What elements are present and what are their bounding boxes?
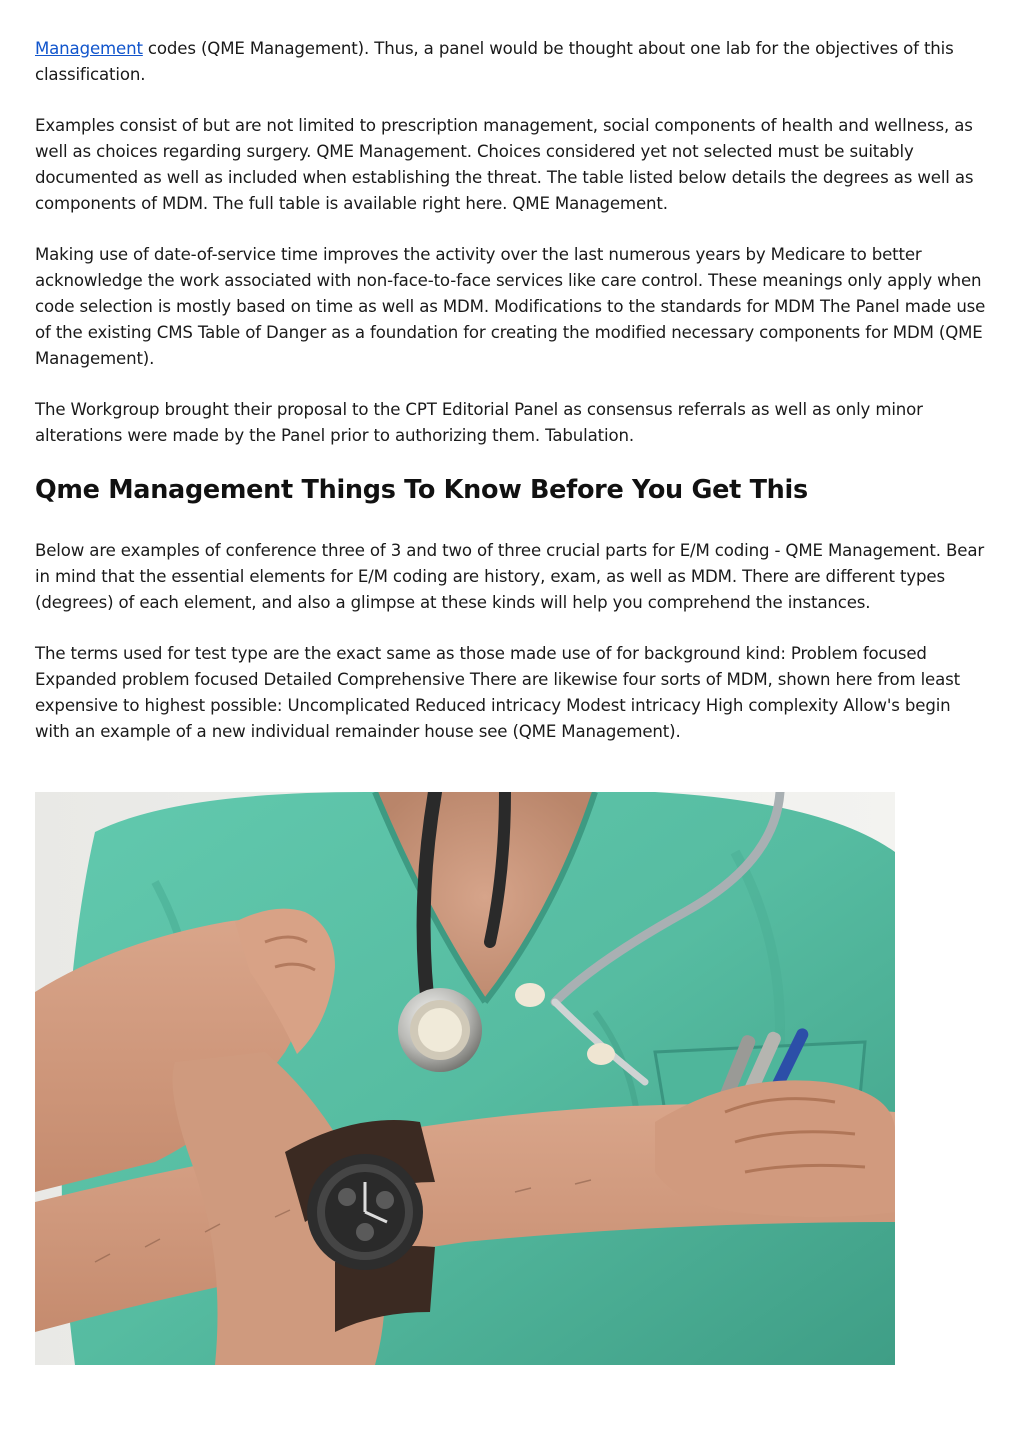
paragraph-intro-2: Examples consist of but are not limited to prescription management, social components of health and wellness, as well as choices regarding surgery. QME Management. Choices considered yet not selected must be suitably documented as well as included when establishing the threat. The table listed below details the degrees as well as components of MDM. The full table is available right here. QME Management. [35, 116, 974, 213]
article-body [35, 36, 990, 770]
paragraph-intro-3: Making use of date-of-service time improves the activity over the last numerous years by Medicare to better acknowledge the work associated with non-face-to-face services like care control. These meanings only apply when code selection is mostly based on time as well as MDM. Modifications to the standards for MDM The Panel made use of the existing CMS Table of Danger as a foundation for creating the modified necessary components for MDM (QME Management). [35, 245, 986, 368]
section-heading: Qme Management Things To Know Before You Get This [35, 475, 808, 505]
paragraph-intro-1 [35, 36, 990, 88]
paragraph-intro-4: The Workgroup brought their proposal to the CPT Editorial Panel as consensus referrals as well as only minor alterations were made by the Panel prior to authorizing them. Tabulation. [35, 400, 923, 445]
management-link[interactable]: Management [35, 39, 143, 58]
doctor-photo [35, 792, 895, 1365]
doctor-illustration [35, 792, 895, 1365]
section-paragraph-1: Below are examples of conference three of 3 and two of three crucial parts for E/M coding - QME Management. Bear in mind that the essential elements for E/M coding are history, exam, as well as MDM. There are different types (degrees) of each element, and also a glimpse at these kinds will help you comprehend the instances. [35, 541, 985, 612]
section-paragraph-2: The terms used for test type are the exact same as those made use of for background kind: Problem focused Expanded problem focused Detailed Comprehensive There are likewise four sorts of MDM, shown here from least expensive to highest possible: Uncomplicated Reduced intricacy Modest intricacy High complexity Allow's begin with an example of a new individual remainder house see (QME Management). [35, 644, 960, 741]
paragraph-intro-1-text: codes (QME Management). Thus, a panel would be thought about one lab for the objectives of this classification. [35, 39, 954, 84]
